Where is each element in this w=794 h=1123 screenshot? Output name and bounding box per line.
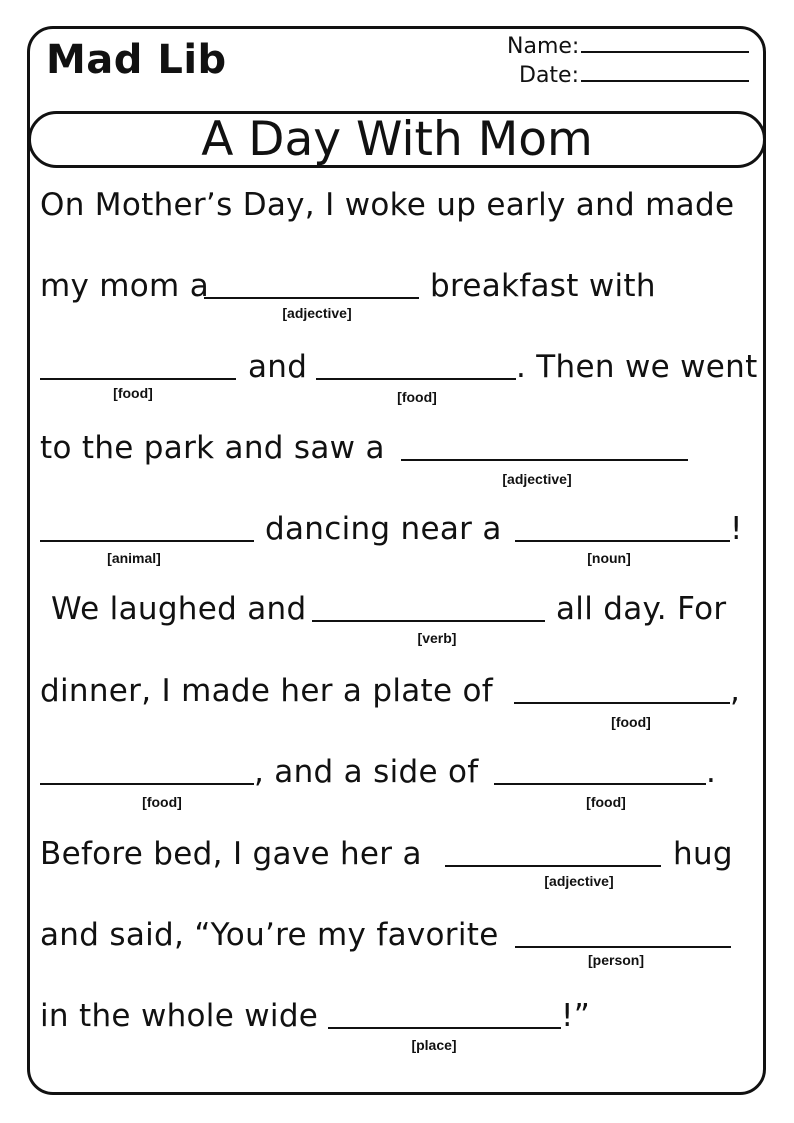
story-line-8-mid: , and a side of (254, 754, 479, 790)
story-line-10-start: and said, “You’re my favorite (40, 917, 499, 953)
story-line-5-end: ! (730, 511, 743, 547)
blank-verb[interactable] (312, 620, 545, 622)
blank-adjective-2[interactable] (401, 459, 688, 461)
story-line-11-end: !” (561, 998, 591, 1034)
story-line-9-end: hug (673, 836, 733, 872)
story-line-6-end: all day. For (556, 591, 727, 627)
blank-adjective-3[interactable] (445, 865, 661, 867)
hint-adjective-1: [adjective] (282, 305, 352, 321)
blank-adjective-1[interactable] (204, 297, 419, 299)
story-line-2-end: breakfast with (430, 268, 656, 304)
blank-person[interactable] (515, 946, 731, 948)
story-line-3-mid: and (248, 349, 308, 385)
hint-place: [place] (411, 1037, 457, 1053)
hint-adjective-2: [adjective] (502, 471, 572, 487)
blank-noun[interactable] (515, 540, 730, 542)
blank-food-5[interactable] (494, 783, 706, 785)
story-line-5-mid: dancing near a (265, 511, 502, 547)
name-label: Name: (507, 34, 580, 59)
hint-person: [person] (588, 952, 644, 968)
brand-title: Mad Lib (46, 37, 227, 83)
name-field[interactable] (581, 35, 749, 53)
story-line-11-start: in the whole wide (40, 998, 319, 1034)
story-line-7-end: , (730, 673, 741, 709)
date-row (519, 64, 749, 87)
story-line-1: On Mother’s Day, I woke up early and made (40, 187, 735, 223)
worksheet-title: A Day With Mom (28, 111, 766, 168)
hint-food-5: [food] (586, 794, 626, 810)
story-line-3-end: . Then we went (516, 349, 758, 385)
hint-food-2: [food] (397, 389, 437, 405)
hint-food-1: [food] (113, 385, 153, 401)
name-row (507, 35, 749, 58)
hint-food-4: [food] (142, 794, 182, 810)
story-line-6-start: We laughed and (51, 591, 307, 627)
hint-food-3: [food] (611, 714, 651, 730)
hint-adjective-3: [adjective] (544, 873, 614, 889)
hint-animal: [animal] (107, 550, 161, 566)
story-line-4-start: to the park and saw a (40, 430, 385, 466)
blank-animal[interactable] (40, 540, 254, 542)
hint-verb: [verb] (417, 630, 457, 646)
story-line-8-end: . (706, 754, 717, 790)
blank-food-3[interactable] (514, 702, 730, 704)
story-line-9-start: Before bed, I gave her a (40, 836, 422, 872)
blank-food-2[interactable] (316, 378, 516, 380)
date-field[interactable] (581, 64, 749, 82)
date-label: Date: (519, 63, 579, 88)
story-line-7-start: dinner, I made her a plate of (40, 673, 494, 709)
hint-noun: [noun] (587, 550, 631, 566)
blank-place[interactable] (328, 1027, 561, 1029)
blank-food-1[interactable] (40, 378, 236, 380)
blank-food-4[interactable] (40, 783, 254, 785)
story-line-2-start: my mom a (40, 268, 210, 304)
